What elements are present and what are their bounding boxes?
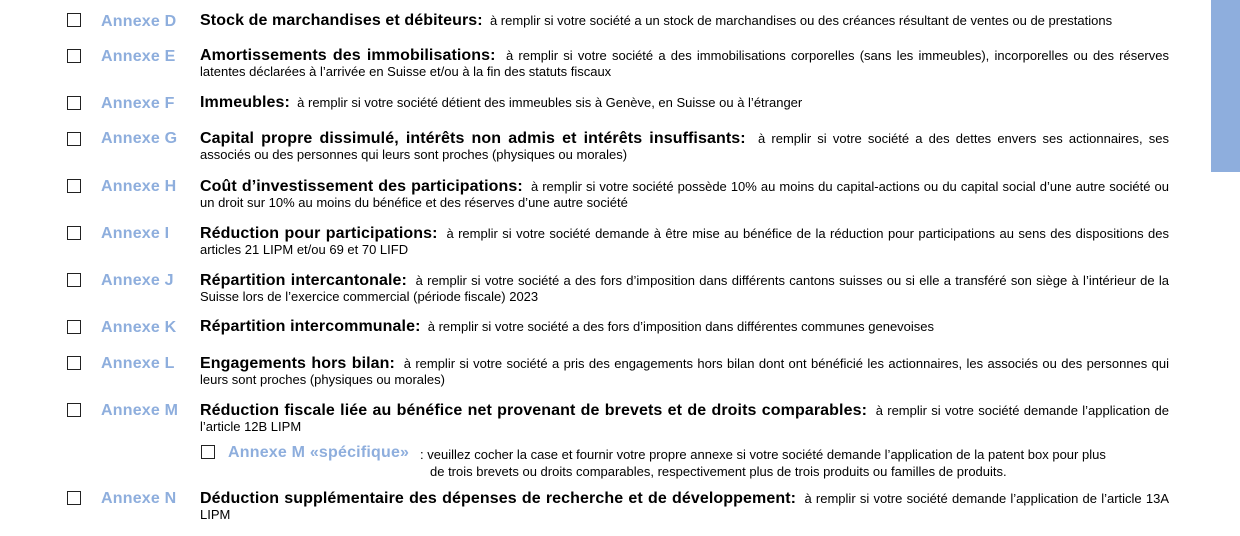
- annexe-g-text: à remplir si votre société a des dettes envers ses actionnaires, ses associés ou des personnes qui leurs sont proches (physiques ou morales): [200, 131, 1169, 162]
- annexe-e-title: Amortissements des immobilisations:: [200, 47, 496, 64]
- annexe-i-text: à remplir si votre société demande à être mise au bénéfice de la réduction pour participations au sens des dispositions des articles 21 LIPM et/ou 69 et 70 LIFD: [200, 226, 1169, 257]
- annexe-d-title: Stock de marchandises et débiteurs:: [200, 12, 483, 29]
- annexe-l-description: [200, 356, 1169, 388]
- annexe-e-description: [200, 48, 1169, 80]
- annexe-d-checkbox[interactable]: [67, 13, 81, 27]
- annexe-m-specifique-text-line2: de trois brevets ou droits comparables, respectivement plus de trois produits ou familles de produits.: [430, 464, 1007, 479]
- annexe-i-checkbox[interactable]: [67, 226, 81, 240]
- annexe-m-description: [200, 403, 1169, 435]
- annexe-m-label: Annexe M: [101, 402, 179, 419]
- annexe-m-checkbox[interactable]: [67, 403, 81, 417]
- annexe-l-title: Engagements hors bilan:: [200, 355, 395, 372]
- annexe-e-text: à remplir si votre société a des immobilisations corporelles (sans les immeubles), incorporelles ou des réserves latentes déclarées à l’arrivée en Suisse et/ou à la fin des statuts fiscaux: [200, 48, 1169, 79]
- annexe-l-text: à remplir si votre société a pris des engagements hors bilan dont ont bénéficié les actionnaires, les associés ou des personnes qui leurs sont proches (physiques ou morales): [200, 356, 1169, 387]
- annexe-i-title: Réduction pour participations:: [200, 225, 438, 242]
- annexe-g-label: Annexe G: [101, 130, 178, 147]
- annexe-e-label: Annexe E: [101, 48, 176, 65]
- annexe-d-description: [200, 13, 1169, 29]
- annexe-f-title: Immeubles:: [200, 94, 290, 111]
- annexe-m-specifique-label: Annexe M «spécifique»: [228, 444, 410, 461]
- annexe-h-title: Coût d’investissement des participations:: [200, 178, 523, 195]
- annexe-l-label: Annexe L: [101, 355, 175, 372]
- annexe-j-checkbox[interactable]: [67, 273, 81, 287]
- annexe-h-label: Annexe H: [101, 178, 177, 195]
- annexe-k-text: à remplir si votre société a des fors d’imposition dans différentes communes genevoises: [427, 319, 935, 334]
- annexe-j-text: à remplir si votre société a des fors d’imposition dans différents cantons suisses ou si elle a transféré son siège à l’intérieur de la Suisse lors de l’exercice commercial (période fiscale) 2023: [200, 273, 1169, 304]
- annexe-h-checkbox[interactable]: [67, 179, 81, 193]
- annexe-d-label: Annexe D: [101, 13, 177, 30]
- annexe-f-checkbox[interactable]: [67, 96, 81, 110]
- annexe-n-text: à remplir si votre société demande l’application de l’article 13A LIPM: [200, 491, 1169, 522]
- side-tab: [1211, 0, 1240, 172]
- annexe-k-description: [200, 319, 1169, 335]
- annexe-m-specifique-colon: :: [420, 447, 424, 462]
- annexe-e-checkbox[interactable]: [67, 49, 81, 63]
- annexe-k-checkbox[interactable]: [67, 320, 81, 334]
- annexe-f-text: à remplir si votre société détient des immeubles sis à Genève, en Suisse ou à l’étranger: [297, 95, 803, 110]
- annexe-m-specifique-checkbox[interactable]: [201, 445, 215, 459]
- annexe-g-title: Capital propre dissimulé, intérêts non admis et intérêts insuffisants:: [200, 130, 746, 147]
- annexe-m-text: à remplir si votre société demande l’application de l’article 12B LIPM: [200, 403, 1169, 434]
- annexe-i-description: [200, 226, 1169, 258]
- annexe-g-description: [200, 131, 1169, 163]
- annexe-n-checkbox[interactable]: [67, 491, 81, 505]
- annexe-k-label: Annexe K: [101, 319, 177, 336]
- annexe-l-checkbox[interactable]: [67, 356, 81, 370]
- annexe-j-description: [200, 273, 1169, 305]
- annexe-d-text: à remplir si votre société a un stock de marchandises ou des créances résultant de ventes ou de prestations: [489, 13, 1113, 28]
- annexe-j-title: Répartition intercantonale:: [200, 272, 407, 289]
- annexe-f-label: Annexe F: [101, 95, 175, 112]
- annexe-m-specifique-text-line1: veuillez cocher la case et fournir votre propre annexe si votre société demande l’application de la patent box pour plus: [427, 447, 1106, 462]
- annexe-m-specifique-description: [420, 446, 1170, 480]
- annexe-m-title: Réduction fiscale liée au bénéfice net provenant de brevets et de droits comparables:: [200, 402, 868, 419]
- annexe-n-description: [200, 491, 1169, 523]
- annexe-k-title: Répartition intercommunale:: [200, 318, 421, 335]
- annexe-g-checkbox[interactable]: [67, 132, 81, 146]
- annexe-f-description: [200, 95, 1169, 111]
- annexe-n-title: Déduction supplémentaire des dépenses de recherche et de développement:: [200, 490, 797, 507]
- annexe-n-label: Annexe N: [101, 490, 177, 507]
- annexe-j-label: Annexe J: [101, 272, 174, 289]
- annexe-h-description: [200, 179, 1169, 211]
- annexe-h-text: à remplir si votre société possède 10% au moins du capital-actions ou du capital social d’une autre société ou un droit sur 10% au moins du bénéfice et des réserves d’une autre société: [200, 179, 1169, 210]
- annexe-i-label: Annexe I: [101, 225, 170, 242]
